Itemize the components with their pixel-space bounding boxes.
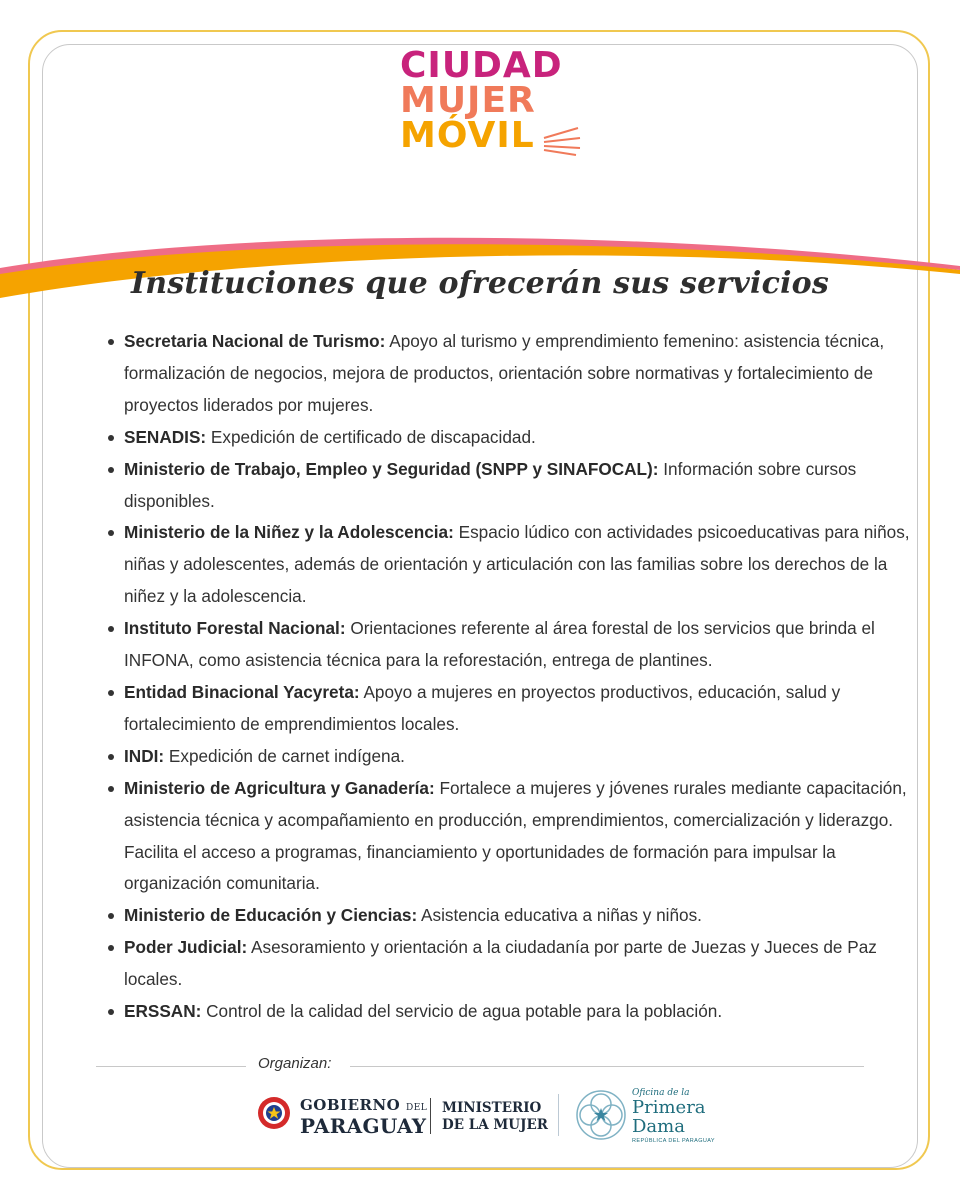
- institution-name: Entidad Binacional Yacyreta:: [124, 681, 360, 702]
- service-item: [124, 773, 924, 901]
- logo-separator: [430, 1098, 431, 1134]
- service-description: Expedición de certificado de discapacidad.: [206, 426, 536, 447]
- ministerio-line2: DE LA MUJER: [442, 1117, 548, 1133]
- divider-left: [96, 1066, 246, 1067]
- service-description: Apoyo al turismo y emprendimiento femenino: asistencia técnica, formalización de negocios, mejora de productos, orientación sobre normativas y fortalecimiento de proyectos liderados por mujeres.: [124, 331, 885, 415]
- bullet-icon: [108, 1009, 114, 1015]
- service-description: Información sobre cursos disponibles.: [124, 458, 857, 511]
- institution-name: Ministerio de Trabajo, Empleo y Seguridad (SNPP y SINAFOCAL):: [124, 458, 659, 479]
- ministerio-line1: MINISTERIO: [442, 1100, 542, 1116]
- service-item: [124, 422, 924, 454]
- primera-dama-logo: [632, 1088, 715, 1144]
- service-description: Orientaciones referente al área forestal de los servicios que brinda el INFONA, como asistencia técnica para la reforestación, entrega de plantines.: [124, 618, 875, 671]
- service-item: [124, 900, 924, 932]
- paraguay-word: PARAGUAY: [300, 1114, 427, 1138]
- institution-name: Ministerio de Educación y Ciencias:: [124, 905, 418, 926]
- services-list: [104, 326, 924, 1028]
- institution-name: Poder Judicial:: [124, 937, 248, 958]
- pd-dama: Dama: [632, 1116, 685, 1137]
- service-item: [124, 454, 924, 518]
- bullet-icon: [108, 530, 114, 536]
- institution-name: Instituto Forestal Nacional:: [124, 618, 346, 639]
- service-item: [124, 517, 924, 613]
- logo-separator-2: [558, 1094, 559, 1136]
- service-description: Asistencia educativa a niñas y niños.: [417, 905, 702, 926]
- institution-name: Ministerio de la Niñez y la Adolescencia:: [124, 522, 454, 543]
- ciudad-mujer-movil-logo: [394, 45, 590, 160]
- gobierno-del: DEL: [405, 1103, 428, 1113]
- institution-name: ERSSAN:: [124, 1001, 202, 1022]
- service-description: Expedición de carnet indígena.: [164, 745, 405, 766]
- ministerio-mujer-logo: [442, 1100, 548, 1134]
- gobierno-word: GOBIERNO: [300, 1096, 401, 1114]
- service-item: [124, 741, 924, 773]
- bullet-icon: [108, 435, 114, 441]
- institution-name: Ministerio de Agricultura y Ganadería:: [124, 777, 435, 798]
- bullet-icon: [108, 945, 114, 951]
- logo-rays-icon: [542, 124, 582, 156]
- gobierno-paraguay-logo: [300, 1096, 428, 1138]
- institution-name: INDI:: [124, 745, 165, 766]
- bullet-icon: [108, 467, 114, 473]
- logo-line-ciudad: CIUDAD: [400, 45, 563, 86]
- service-item: [124, 932, 924, 996]
- logo-line-mujer: MUJER: [400, 80, 536, 121]
- service-description: Asesoramiento y orientación a la ciudadanía por parte de Juezas y Jueces de Paz locales.: [124, 937, 877, 990]
- service-item: [124, 677, 924, 741]
- divider-right: [350, 1066, 864, 1067]
- service-description: Espacio lúdico con actividades psicoeducativas para niños, niñas y adolescentes, además de orientación y articulación con las familias sobre los derechos de la niñez y la adolescencia.: [124, 522, 910, 607]
- service-description: Fortalece a mujeres y jóvenes rurales mediante capacitación, asistencia técnica y acompañamiento en producción, emprendimientos, comercialización y liderazgo. Facilita el acceso a programas, financiamiento y oportunidades de formación para impulsar la organización comunitaria.: [124, 777, 907, 894]
- bullet-icon: [108, 786, 114, 792]
- service-description: Apoyo a mujeres en proyectos productivos, educación, salud y fortalecimiento de emprendimientos locales.: [124, 681, 841, 734]
- institution-name: SENADIS:: [124, 426, 207, 447]
- pd-primera: Primera: [632, 1097, 706, 1118]
- organizers-label: Organizan:: [258, 1055, 332, 1072]
- bullet-icon: [108, 626, 114, 632]
- service-description: Control de la calidad del servicio de agua potable para la población.: [201, 1001, 723, 1022]
- paraguay-seal-icon: [256, 1094, 292, 1132]
- bullet-icon: [108, 754, 114, 760]
- bullet-icon: [108, 690, 114, 696]
- pd-republica: REPÚBLICA DEL PARAGUAY: [632, 1138, 715, 1144]
- service-item: [124, 613, 924, 677]
- primera-dama-emblem-icon: [574, 1088, 628, 1142]
- logo-line-movil: MÓVIL: [400, 115, 535, 156]
- service-item: [124, 996, 924, 1028]
- bullet-icon: [108, 339, 114, 345]
- bullet-icon: [108, 913, 114, 919]
- service-item: [124, 326, 924, 422]
- pd-small-text: Oficina de la: [632, 1088, 690, 1098]
- page-heading: Instituciones que ofrecerán sus servicios: [131, 266, 829, 301]
- institution-name: Secretaria Nacional de Turismo:: [124, 331, 386, 351]
